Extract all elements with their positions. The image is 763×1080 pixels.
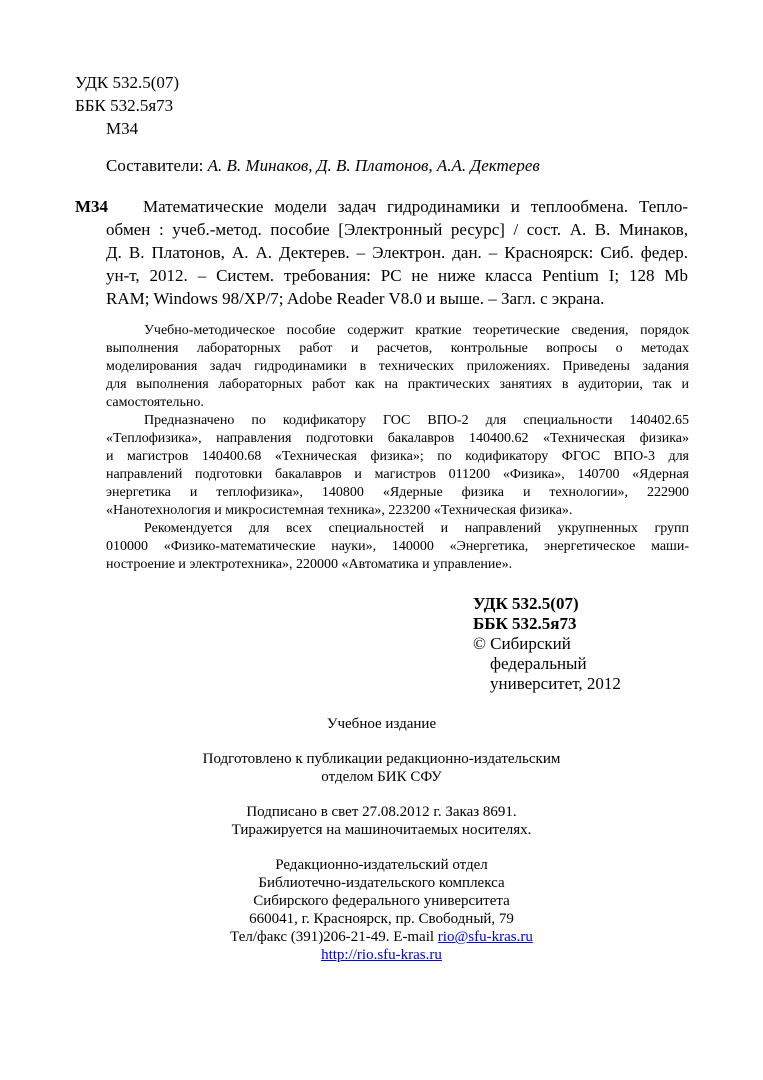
compilers-line [106,155,540,177]
copyright-udk: УДК 532.5(07) [473,594,579,613]
imprint-dept-line-1: Редакционно-издательский отдел [275,857,488,873]
abstract-p1-line-2: выполнения лабораторных работ и расчетов, контрольные вопросы о методах [106,341,689,356]
copyright-line-2: федеральный [490,654,587,673]
abstract-p2-line-3: и магистров 140400.68 «Техническая физика»; по кодификатору ФГОС ВПО-3 для [106,449,689,464]
abstract-p2-line-5: энергетика и теплофизика», 140800 «Ядерные физика и технологии», 222900 [106,485,689,500]
bib-author-code: М34 [75,197,109,216]
compilers-label: Составители: [106,156,204,175]
header-bbk: ББК 532.5я73 [75,96,174,115]
bib-line-1: Математические модели задач гидродинамики и теплообмена. Тепло- [143,197,688,216]
compilers-names: А. В. Минаков, Д. В. Платонов, А.А. Дектерев [207,156,540,175]
imprint-signed: Подписано в свет 27.08.2012 г. Заказ 8691. [246,804,517,820]
abstract-p1-line-3: моделирования задач гидродинамики в технических приложениях. Приведены задания [106,359,689,374]
abstract-p1-line-4: для выполнения лабораторных работ как на практических занятиях в аудитории, так и [106,377,689,392]
header-author-code: М34 [106,119,139,138]
abstract-p1-line-5: самостоятельно. [106,395,204,410]
abstract-p2-line-6: «Нанотехнология и микросистемная техника», 223200 «Техническая физика». [106,503,573,518]
bib-line-2: обмен : учеб.-метод. пособие [Электронный ресурс] / сост. А. В. Минаков, [106,220,688,239]
copyright-bbk: ББК 532.5я73 [473,614,577,633]
website-link[interactable]: http://rio.sfu-kras.ru [321,947,442,963]
imprint-prep-line-2: отделом БИК СФУ [321,769,442,785]
abstract-p2-line-2: «Теплофизика», направления подготовки бакалавров 140400.62 «Техническая физика» [106,431,689,446]
imprint-contact-line [0,927,763,947]
copyright-line-3: университет, 2012 [490,674,621,693]
imprint-edition: Учебное издание [326,716,437,732]
abstract-p2-line-1: Предназначено по кодификатору ГОС ВПО-2 для специальности 140402.65 [144,413,689,428]
bib-line-4: ун-т, 2012. – Систем. требования: PC не ниже класса Pentium I; 128 Mb [106,266,688,285]
bib-line-3: Д. В. Платонов, А. А. Дектерев. – Электрон. дан. – Красноярск: Сиб. федер. [106,243,688,262]
copyright-line-1: © Сибирский [473,634,571,653]
imprint-dept-line-3: Сибирского федерального университета [253,893,510,909]
imprint-phone: Тел/факс (391)206-21-49. E-mail [230,929,435,945]
imprint-dept-line-2: Библиотечно-издательского комплекса [258,875,505,891]
imprint-address: 660041, г. Красноярск, пр. Свободный, 79 [249,911,514,927]
imprint-prep-line-1: Подготовлено к публикации редакционно-издательским [202,751,561,767]
bib-line-5: RAM; Windows 98/XP/7; Adobe Reader V8.0 и выше. – Загл. с экрана. [106,289,605,308]
header-udk: УДК 532.5(07) [75,73,180,92]
abstract-p3-line-2: 010000 «Физико-математические науки», 140000 «Энергетика, энергетическое маши- [106,539,689,554]
abstract-p3-line-1: Рекомендуется для всех специальностей и направлений укрупненных групп [144,521,689,536]
abstract-p3-line-3: ностроение и электротехника», 220000 «Автоматика и управление». [106,557,513,572]
abstract-p1-line-1: Учебно-методическое пособие содержит краткие теоретические сведения, порядок [144,323,689,338]
abstract-p2-line-4: направлений подготовки бакалавров и магистров 011200 «Физика», 140700 «Ядерная [106,467,689,482]
email-link[interactable]: rio@sfu-kras.ru [437,929,533,945]
imprint-url-line [0,945,763,965]
imprint-replicated: Тиражируется на машиночитаемых носителях. [231,822,532,838]
